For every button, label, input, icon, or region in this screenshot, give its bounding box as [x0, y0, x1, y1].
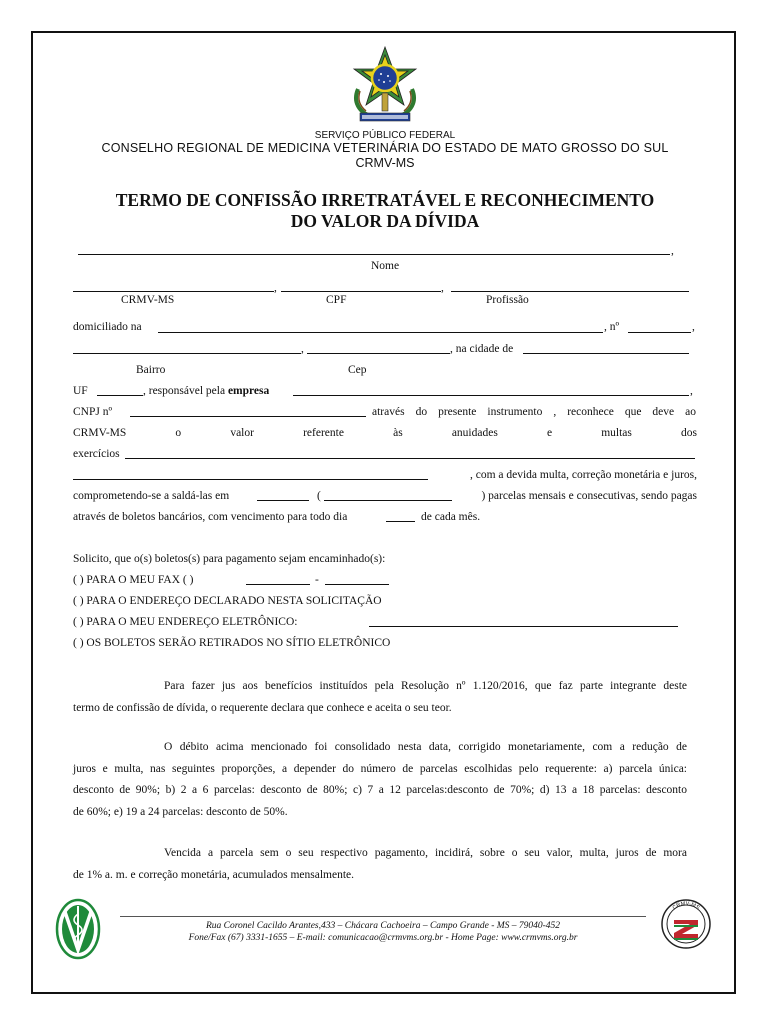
- numero-field-line[interactable]: [628, 332, 691, 333]
- profissao-field-line[interactable]: [451, 291, 689, 292]
- cpf-comma: ,: [441, 282, 444, 294]
- word: multas: [601, 427, 632, 439]
- exercicios-label: exercícios: [73, 448, 120, 460]
- footer-address: Rua Coronel Cacildo Arantes,433 – Chácara Cachoeira – Campo Grande - MS – 79040-452: [205, 921, 561, 931]
- paragraph-2: [73, 737, 687, 823]
- numero-label: , nº: [604, 321, 620, 333]
- word: CRMV-MS: [73, 427, 127, 439]
- p2-line-c: desconto de 90%; b) 2 a 6 parcelas: desconto de 80%; c) 7 a 12 parcelas:desconto de 70%; d) 13 a 18 parcelas: desconto: [73, 784, 687, 796]
- header-acronym: CRMV-MS: [355, 156, 415, 170]
- endereco-field-line[interactable]: [158, 332, 603, 333]
- reconhece-line: [73, 426, 697, 440]
- word: referente: [303, 427, 344, 439]
- parcelas-numero-line[interactable]: [257, 500, 309, 501]
- footer-contact: Fone/Fax (67) 3331-1655 – E-mail: comunicacao@crmvms.org.br - Home Page: www.crmvms.org.br: [188, 933, 578, 943]
- bairro-label: Bairro: [136, 364, 166, 376]
- cpf-label: CPF: [326, 294, 347, 306]
- fax-separator: -: [315, 574, 319, 586]
- title-line-1: TERMO DE CONFISSÃO IRRETRATÁVEL E RECONHECIMENTO: [115, 190, 655, 210]
- cnpj-field-line[interactable]: [130, 416, 366, 417]
- crmv-ms-seal-icon: [660, 898, 712, 950]
- word: às: [393, 427, 403, 439]
- p2-line-b: juros e multa, nas seguintes proporções, a depender do número de parcelas escolhidas pelo requerente: a) parcela única:: [73, 762, 687, 775]
- comprometendo-text: comprometendo-se a saldá-las em: [73, 490, 230, 502]
- crmv-comma: ,: [274, 282, 277, 294]
- crmv-label: CRMV-MS: [121, 294, 175, 306]
- uf-label: UF: [73, 385, 88, 397]
- word: e: [546, 427, 553, 439]
- option-endereco[interactable]: ( ) PARA O ENDEREÇO DECLARADO NESTA SOLICITAÇÃO: [73, 595, 382, 607]
- empresa-field-line[interactable]: [293, 395, 689, 396]
- domiciliado-label: domiciliado na: [73, 321, 142, 333]
- fax-number-line[interactable]: [325, 584, 389, 585]
- cep-label: Cep: [348, 364, 367, 376]
- veterinary-caduceus-logo-icon: [55, 898, 101, 960]
- cnpj-suffix: através do presente instrumento , reconhece que deve ao: [372, 406, 696, 418]
- footer-divider: [120, 916, 646, 917]
- option-sitio[interactable]: ( ) OS BOLETOS SERÃO RETIRADOS NO SÍTIO ELETRÔNICO: [73, 637, 391, 649]
- parcelas-extenso-line[interactable]: [324, 500, 452, 501]
- responsavel-label: , responsável pela empresa: [143, 385, 270, 397]
- cep-field-line[interactable]: [307, 353, 450, 354]
- multa-text: , com a devida multa, correção monetária e juros,: [469, 469, 697, 481]
- p1-line-a: Para fazer jus aos benefícios instituídos pela Resolução nº 1.120/2016, que faz parte integrante deste: [164, 680, 687, 692]
- boletos-text-b: de cada mês.: [421, 511, 481, 523]
- profissao-label: Profissão: [486, 294, 529, 306]
- word: o: [175, 427, 182, 439]
- options-intro: Solicito, que o(s) boletos(s) para pagamento sejam encaminhado(s):: [73, 553, 386, 565]
- cnpj-label: CNPJ nº: [73, 406, 113, 418]
- empresa-comma: ,: [690, 385, 693, 397]
- cidade-label: , na cidade de: [450, 343, 514, 355]
- header-service-label: SERVIÇO PÚBLICO FEDERAL: [314, 130, 456, 141]
- word: anuidades: [451, 427, 498, 439]
- fax-ddd-line[interactable]: [246, 584, 310, 585]
- p3-line-b: de 1% a. m. e correção monetária, acumulados mensalmente.: [73, 868, 354, 881]
- word: valor: [230, 427, 254, 439]
- p3-line-a: Vencida a parcela sem o seu respectivo pagamento, incidirá, sobre o seu valor, multa, juros de mora: [164, 847, 687, 859]
- dia-field-line[interactable]: [386, 521, 415, 522]
- nome-comma: ,: [671, 245, 674, 257]
- seal-lettering: CRMV-MS: [671, 900, 701, 912]
- document-title: [0, 190, 770, 232]
- bairro-field-line[interactable]: [73, 353, 301, 354]
- p2-line-a: O débito acima mencionado foi consolidado nesta data, corrigido monetariamente, com a redução de: [164, 741, 687, 753]
- option-fax[interactable]: ( ) PARA O MEU FAX ( ): [73, 574, 194, 586]
- exercicios-field-line-2[interactable]: [73, 479, 428, 480]
- bairro-comma: ,: [301, 343, 304, 355]
- paren-open: (: [317, 490, 321, 502]
- email-field-line[interactable]: [369, 626, 678, 627]
- paragraph-1: [73, 676, 687, 719]
- uf-field-line[interactable]: [97, 395, 143, 396]
- header-council-name: CONSELHO REGIONAL DE MEDICINA VETERINÁRIA DO ESTADO DE MATO GROSSO DO SUL: [101, 141, 669, 155]
- option-eletronico[interactable]: ( ) PARA O MEU ENDEREÇO ELETRÔNICO:: [73, 616, 298, 628]
- exercicios-field-line[interactable]: [125, 458, 695, 459]
- paragraph-3: [73, 843, 687, 886]
- p1-line-b: termo de confissão de dívida, o requerente declara que conhece e aceita o seu teor.: [73, 701, 452, 714]
- word: dos: [681, 427, 697, 439]
- cidade-field-line[interactable]: [523, 353, 689, 354]
- title-line-2: DO VALOR DA DÍVIDA: [290, 211, 480, 231]
- numero-comma: ,: [692, 321, 695, 333]
- parcelas-text: ) parcelas mensais e consecutivas, sendo pagas: [481, 490, 697, 502]
- brazil-coat-of-arms-icon: [348, 45, 422, 129]
- nome-field-line[interactable]: [78, 254, 670, 255]
- p2-line-d: de 60%; e) 19 a 24 parcelas: desconto de 50%.: [73, 805, 288, 818]
- crmv-field-line[interactable]: [73, 291, 274, 292]
- cpf-field-line[interactable]: [281, 291, 441, 292]
- boletos-text-a: através de boletos bancários, com vencimento para todo dia: [73, 511, 348, 523]
- nome-label: Nome: [370, 260, 400, 272]
